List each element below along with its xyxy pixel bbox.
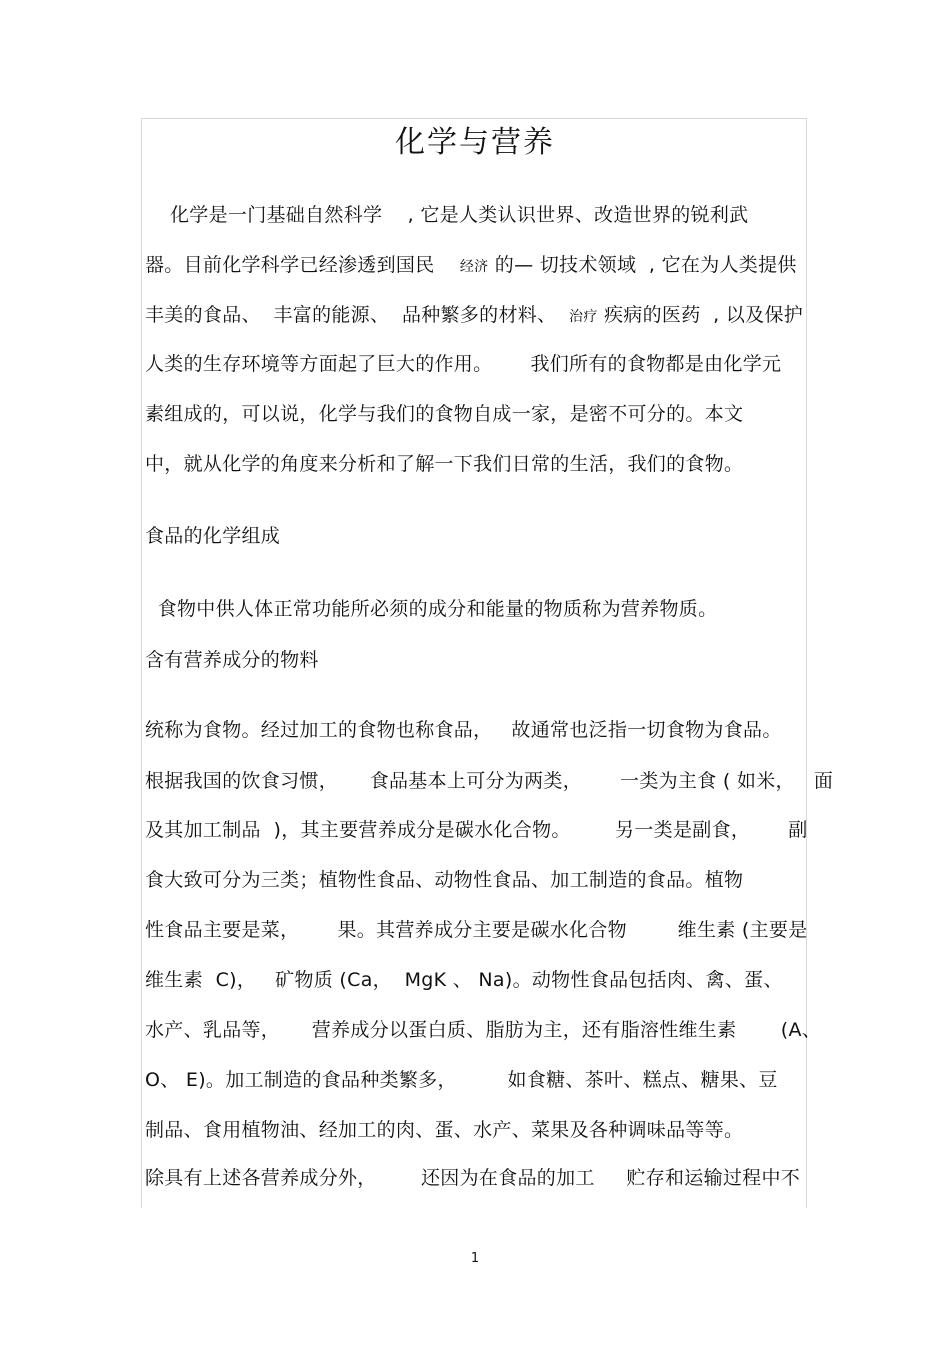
text-run: 丰美的食品、 丰富的能源、 品种繁多的材料、 <box>145 304 570 326</box>
page-number: 1 <box>470 1251 480 1266</box>
document-title: 化学与营养 <box>395 125 555 160</box>
section-heading: 食品的化学组成 <box>145 525 281 547</box>
paragraph-line: 性食品主要是菜， 果。其营养成分主要是碳水化合物 维生素 (主要是 <box>145 919 808 941</box>
paragraph-line: 及其加工制品 )，其主要营养成分是碳水化合物。 另一类是副食， 副 <box>145 819 808 841</box>
paragraph-line: 维生素 C)， 矿物质 (Ca， MgK 、 Na)。动物性食品包括肉、禽、蛋、 <box>145 969 783 991</box>
paragraph-line: 食物中供人体正常功能所必须的成分和能量的物质称为营养物质。 <box>145 598 718 620</box>
paragraph-line: O、 E)。加工制造的食品种类繁多， 如食糖、茶叶、糕点、糖果、豆 <box>145 1069 778 1091</box>
paragraph-line: 化学是一门基础自然科学 , 它是人类认识世界、改造世界的锐利武 <box>170 204 749 226</box>
paragraph-line: 素组成的，可以说，化学与我们的食物自成一家，是密不可分的。本文 <box>145 403 744 425</box>
paragraph-line: 人类的生存环境等方面起了巨大的作用。 我们所有的食物都是由化学元 <box>145 353 782 375</box>
paragraph-line: 统称为食物。经过加工的食物也称食品， 故通常也泛指一切食物为食品。 <box>145 719 782 741</box>
paragraph-line: 食大致可分为三类；植物性食品、动物性食品、加工制造的食品。植物 <box>145 869 744 891</box>
text-run: 疾病的医药 , 以及保护 <box>597 304 804 326</box>
text-run-small: 治疗 <box>569 309 598 325</box>
paragraph-line: 中，就从化学的角度来分析和了解一下我们日常的生活，我们的食物。 <box>145 453 744 475</box>
text-run: 器。目前化学科学已经渗透到国民 <box>145 254 460 276</box>
text-run-small: 经济 <box>459 259 489 275</box>
paragraph-line: 含有营养成分的物料 <box>145 649 319 671</box>
paragraph-line <box>145 253 797 279</box>
paragraph-line: 根据我国的饮食习惯， 食品基本上可分为两类， 一类为主食 ( 如米， 面 <box>145 770 834 792</box>
paragraph-line: 除具有上述各营养成分外， 还因为在食品的加工 贮存和运输过程中不 <box>145 1167 801 1189</box>
paragraph-line: 制品、食用植物油、经加工的肉、蛋、水产、菜果及各种调味品等等。 <box>145 1119 744 1141</box>
text-run: 的— 切技术领域 , 它在为人类提供 <box>488 254 797 276</box>
paragraph-line <box>145 303 803 329</box>
paragraph-line: 水产、乳品等， 营养成分以蛋白质、脂肪为主，还有脂溶性维生素 (A、 <box>145 1019 822 1041</box>
